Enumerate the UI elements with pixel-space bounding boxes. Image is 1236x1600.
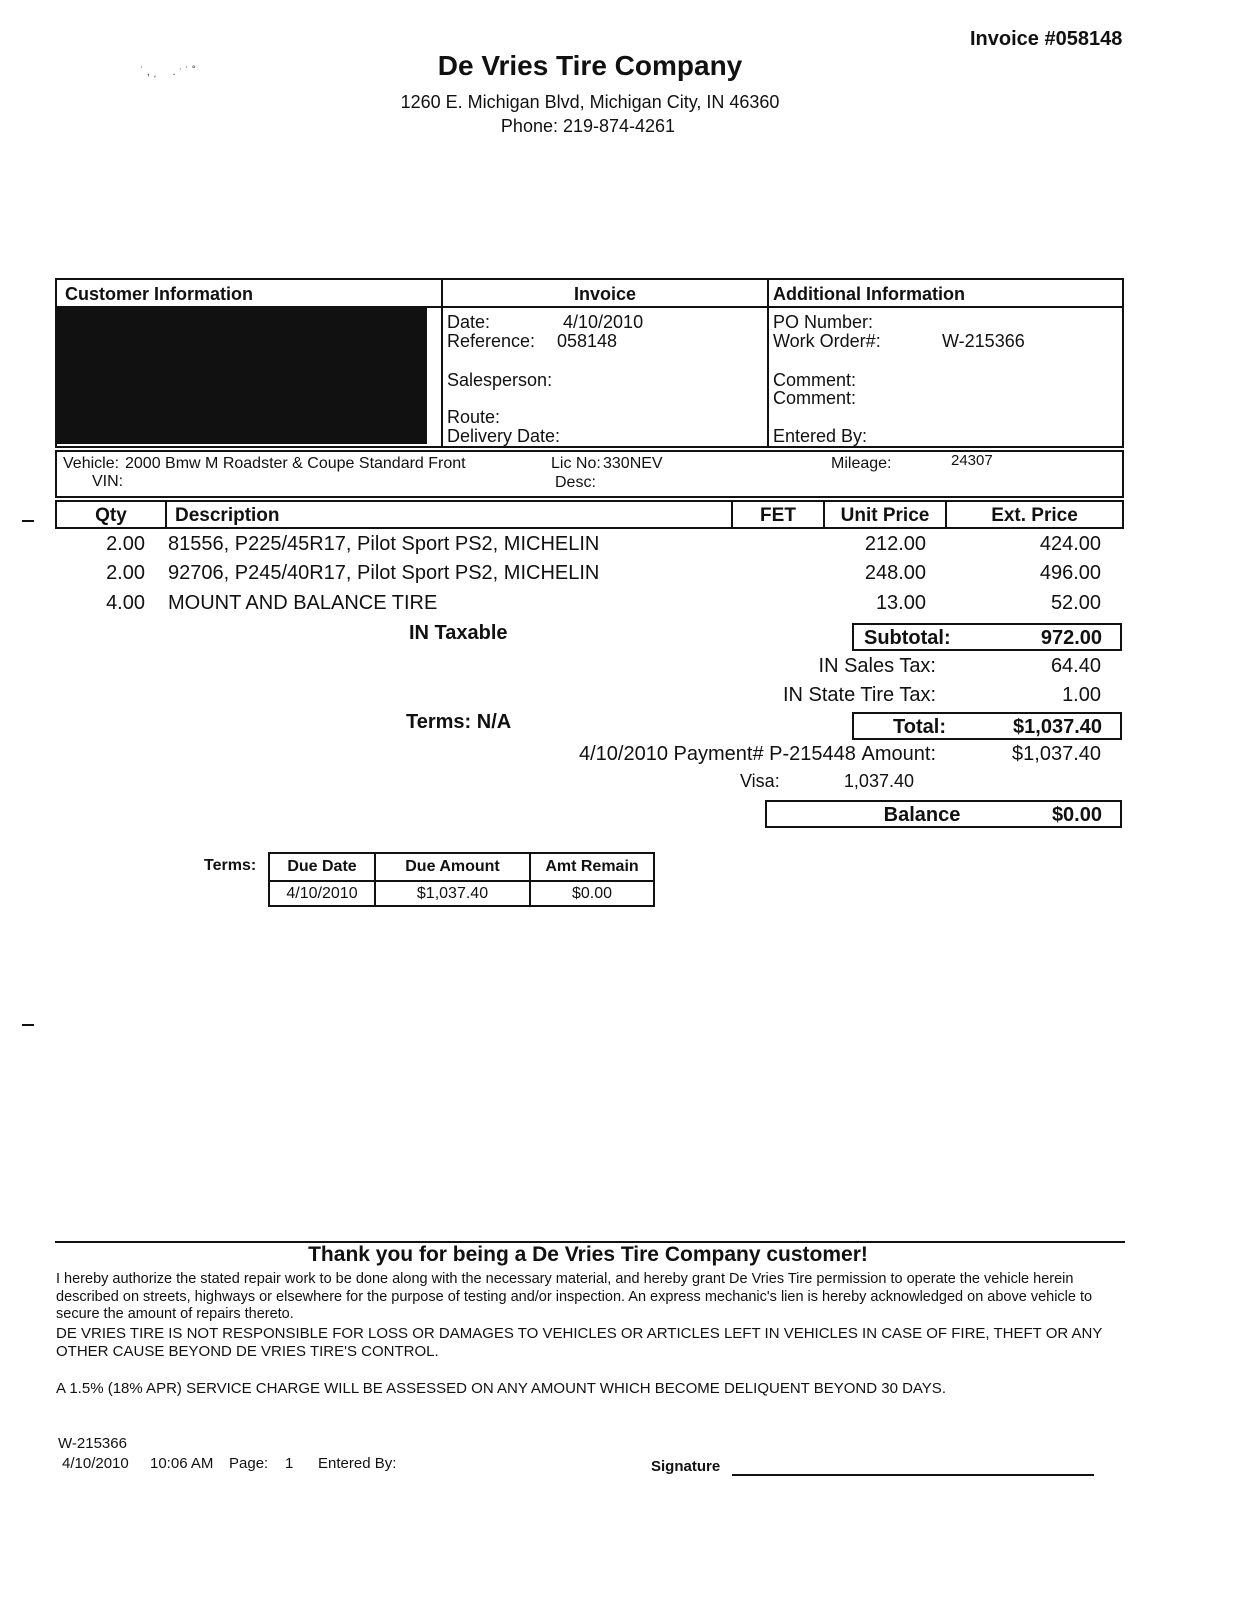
work-order-value: W-215366 xyxy=(942,331,1025,351)
payment-line: 4/10/2010 Payment# P-215448 xyxy=(579,743,856,765)
amt-remain-header: Amt Remain xyxy=(545,858,639,875)
subtotal-box xyxy=(852,623,1122,651)
footer-work-order: W-215366 xyxy=(58,1435,127,1452)
item-ext-price: 424.00 xyxy=(1039,533,1101,555)
due-date-value: 4/10/2010 xyxy=(286,885,358,902)
footer-page-value: 1 xyxy=(285,1455,294,1472)
due-amount-header: Due Amount xyxy=(405,858,500,875)
subtotal-value: 972.00 xyxy=(1040,627,1102,649)
taxable-note: IN Taxable xyxy=(409,622,508,644)
authorization-text: I hereby authorize the stated repair work to be done along with the necessary material, and hereby grant De Vries Tire permission to operate the vehicle herein described on streets, highways or elsewhere for the purpose of testing and/or inspection. An express mechanic's lien is hereby acknowledged on above vehicle to secure the amount of repairs thereto. xyxy=(56,1271,1093,1322)
redacted-customer-block xyxy=(57,308,427,444)
route-label: Route: xyxy=(447,407,501,427)
items-header xyxy=(55,500,1124,529)
invoice-header: Invoice xyxy=(573,284,637,304)
item-description: 92706, P245/40R17, Pilot Sport PS2, MICHELIN xyxy=(168,562,600,584)
tire-tax-label: IN State Tire Tax: xyxy=(782,684,936,706)
amt-remain-value: $0.00 xyxy=(571,885,613,902)
item-qty: 2.00 xyxy=(106,562,145,584)
terms-table xyxy=(268,852,655,907)
po-number-label: PO Number: xyxy=(773,312,874,332)
salesperson-label: Salesperson: xyxy=(447,370,553,390)
mileage-value: 24307 xyxy=(951,452,993,469)
description-header: Description xyxy=(175,505,280,526)
entered-by-label: Entered By: xyxy=(773,426,868,446)
date-label: Date: xyxy=(447,312,491,332)
tire-tax-value: 1.00 xyxy=(1062,684,1101,706)
company-phone: Phone: 219-874-4261 xyxy=(500,116,676,136)
vehicle-label: Vehicle: xyxy=(63,455,120,472)
total-box xyxy=(852,712,1122,740)
amount-label: Amount: xyxy=(861,743,936,765)
item-qty: 2.00 xyxy=(106,533,145,555)
footer-time: 10:06 AM xyxy=(150,1455,214,1472)
signature-line[interactable] xyxy=(732,1474,1094,1476)
due-date-header: Due Date xyxy=(287,858,357,875)
invoice-number: Invoice #058148 xyxy=(970,28,1123,50)
item-ext-price: 52.00 xyxy=(1050,592,1101,614)
reference-value: 058148 xyxy=(557,331,618,351)
lic-value: 330NEV xyxy=(603,455,663,472)
signature-label: Signature xyxy=(651,1458,721,1475)
desc-label: Desc: xyxy=(555,474,596,491)
subtotal-label: Subtotal: xyxy=(864,627,951,649)
margin-tick xyxy=(22,520,34,522)
thank-you-message: Thank you for being a De Vries Tire Company customer! xyxy=(308,1243,868,1266)
footer-page-label: Page: xyxy=(229,1455,269,1472)
vin-label: VIN: xyxy=(92,473,124,490)
terms-table-label: Terms: xyxy=(204,857,257,874)
comment-label-2: Comment: xyxy=(773,388,857,408)
footer-entered-by-label: Entered By: xyxy=(318,1455,397,1472)
comment-label-1: Comment: xyxy=(773,370,857,390)
additional-info-header: Additional Information xyxy=(773,284,965,304)
total-label: Total: xyxy=(893,716,946,738)
balance-label: Balance xyxy=(883,804,961,826)
item-unit-price: 13.00 xyxy=(875,592,926,614)
item-description: 81556, P225/45R17, Pilot Sport PS2, MICHELIN xyxy=(168,533,600,555)
sales-tax-label: IN Sales Tax: xyxy=(818,655,936,677)
visa-value: 1,037.40 xyxy=(843,771,914,791)
liability-text: DE VRIES TIRE IS NOT RESPONSIBLE FOR LOSS OR DAMAGES TO VEHICLES OR ARTICLES LEFT IN VEHICLES IN CASE OF FIRE, THEFT OR ANY OTHER CAUSE BEYOND DE VRIES TIRE'S CONTROL. xyxy=(56,1325,1103,1360)
amount-value: $1,037.40 xyxy=(1012,743,1101,765)
mileage-label: Mileage: xyxy=(831,455,892,472)
item-description: MOUNT AND BALANCE TIRE xyxy=(168,592,438,614)
ext-price-header: Ext. Price xyxy=(991,505,1078,526)
item-unit-price: 248.00 xyxy=(864,562,926,584)
item-qty: 4.00 xyxy=(106,592,145,614)
sales-tax-value: 64.40 xyxy=(1050,655,1101,677)
date-value: 4/10/2010 xyxy=(563,312,644,332)
total-value: $1,037.40 xyxy=(1013,716,1102,738)
vehicle-value: 2000 Bmw M Roadster & Coupe Standard Front xyxy=(125,455,466,472)
work-order-label: Work Order#: xyxy=(773,331,881,351)
item-ext-price: 496.00 xyxy=(1039,562,1101,584)
lic-label: Lic No: xyxy=(551,455,601,472)
fet-header: FET xyxy=(760,505,796,526)
reference-label: Reference: xyxy=(447,331,536,351)
info-table xyxy=(55,278,1124,448)
footer-date: 4/10/2010 xyxy=(62,1455,129,1472)
delivery-date-label: Delivery Date: xyxy=(447,426,561,446)
vehicle-box xyxy=(55,450,1124,498)
terms-note: Terms: N/A xyxy=(406,711,512,733)
service-charge-text: A 1.5% (18% APR) SERVICE CHARGE WILL BE ASSESSED ON ANY AMOUNT WHICH BECOME DELIQUENT BEYOND 30 DAYS. xyxy=(56,1380,946,1397)
company-address: 1260 E. Michigan Blvd, Michigan City, IN 46360 xyxy=(400,92,780,112)
unit-price-header: Unit Price xyxy=(840,505,930,526)
visa-label: Visa: xyxy=(740,771,780,791)
due-amount-value: $1,037.40 xyxy=(416,885,489,902)
margin-tick xyxy=(22,1024,34,1026)
qty-header: Qty xyxy=(95,505,127,526)
customer-info-header: Customer Information xyxy=(65,284,254,304)
balance-value: $0.00 xyxy=(1051,804,1102,826)
balance-box xyxy=(765,800,1122,828)
item-unit-price: 212.00 xyxy=(864,533,926,555)
scan-speck-mark: ˙‚ˏ .ˑ˙˚ xyxy=(140,64,199,78)
company-name: De Vries Tire Company xyxy=(437,50,743,81)
